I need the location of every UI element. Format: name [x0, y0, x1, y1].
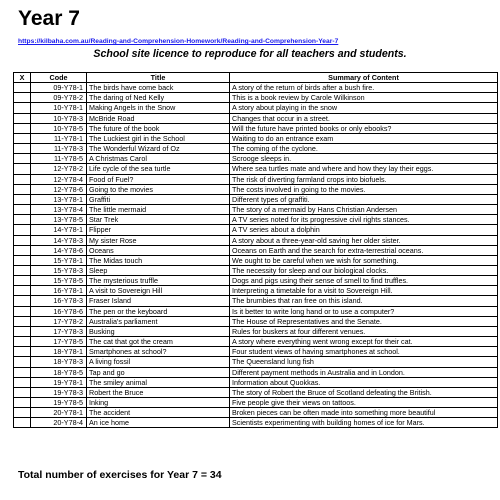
page-title: Year 7 [18, 7, 80, 30]
table-row [14, 164, 498, 174]
cell-x[interactable] [14, 326, 31, 336]
cell-title: The Wonderful Wizard of Oz [87, 144, 230, 154]
table-row [14, 235, 498, 245]
cell-code: 10-Y78-3 [31, 113, 87, 123]
table-row [14, 337, 498, 347]
cell-title: The cat that got the cream [87, 337, 230, 347]
cell-code: 15-Y78-1 [31, 255, 87, 265]
cell-code: 17-Y78-5 [31, 337, 87, 347]
cell-code: 09-Y78-1 [31, 83, 87, 93]
licence-notice: School site licence to reproduce for all teachers and students. [93, 48, 407, 60]
cell-x[interactable] [14, 205, 31, 215]
cell-summary: The coming of the cyclone. [230, 144, 498, 154]
cell-x[interactable] [14, 215, 31, 225]
column-header-x: X [14, 73, 31, 83]
cell-code: 19-Y78-1 [31, 377, 87, 387]
table-row [14, 306, 498, 316]
cell-summary: A story where everything went wrong except for their cat. [230, 337, 498, 347]
table-row [14, 184, 498, 194]
table-row [14, 347, 498, 357]
cell-code: 13-Y78-1 [31, 194, 87, 204]
cell-code: 20-Y78-4 [31, 418, 87, 428]
cell-title: A visit to Sovereign Hill [87, 286, 230, 296]
cell-x[interactable] [14, 93, 31, 103]
cell-title: An ice home [87, 418, 230, 428]
cell-code: 12-Y78-6 [31, 184, 87, 194]
cell-summary: Information about Quokkas. [230, 377, 498, 387]
cell-code: 18-Y78-5 [31, 367, 87, 377]
cell-title: Tap and go [87, 367, 230, 377]
cell-x[interactable] [14, 144, 31, 154]
cell-title: The mysterious truffle [87, 276, 230, 286]
cell-x[interactable] [14, 286, 31, 296]
cell-x[interactable] [14, 174, 31, 184]
cell-summary: Scrooge sleeps in. [230, 154, 498, 164]
cell-title: The little mermaid [87, 205, 230, 215]
cell-title: My sister Rose [87, 235, 230, 245]
cell-code: 16-Y78-6 [31, 306, 87, 316]
table-row [14, 133, 498, 143]
table-row [14, 194, 498, 204]
table-row [14, 83, 498, 93]
cell-summary: Is it better to write long hand or to use a computer? [230, 306, 498, 316]
cell-x[interactable] [14, 83, 31, 93]
cell-x[interactable] [14, 408, 31, 418]
cell-title: The smiley animal [87, 377, 230, 387]
cell-x[interactable] [14, 113, 31, 123]
cell-summary: Different payment methods in Australia and in London. [230, 367, 498, 377]
cell-code: 14-Y78-1 [31, 225, 87, 235]
table-row [14, 123, 498, 133]
cell-x[interactable] [14, 357, 31, 367]
cell-code: 10-Y78-1 [31, 103, 87, 113]
cell-code: 15-Y78-3 [31, 265, 87, 275]
cell-title: The birds have come back [87, 83, 230, 93]
table-row [14, 255, 498, 265]
table-row [14, 93, 498, 103]
table-row [14, 225, 498, 235]
cell-summary: Where sea turtles mate and where and how they lay their eggs. [230, 164, 498, 174]
table-row [14, 326, 498, 336]
table-row [14, 205, 498, 215]
table-row [14, 387, 498, 397]
cell-code: 16-Y78-3 [31, 296, 87, 306]
cell-x[interactable] [14, 398, 31, 408]
cell-code: 18-Y78-1 [31, 347, 87, 357]
cell-title: Graffiti [87, 194, 230, 204]
cell-summary: Waiting to do an entrance exam [230, 133, 498, 143]
cell-summary: A TV series noted for its progressive civil rights stances. [230, 215, 498, 225]
cell-x[interactable] [14, 184, 31, 194]
table-row [14, 398, 498, 408]
cell-title: The Midas touch [87, 255, 230, 265]
cell-code: 15-Y78-5 [31, 276, 87, 286]
table-row [14, 103, 498, 113]
cell-code: 10-Y78-5 [31, 123, 87, 133]
cell-summary: Broken pieces can be often made into something more beautiful [230, 408, 498, 418]
column-header-summary: Summary of Content [230, 73, 498, 83]
cell-title: The accident [87, 408, 230, 418]
cell-summary: A TV series about a dolphin [230, 225, 498, 235]
cell-code: 18-Y78-3 [31, 357, 87, 367]
cell-summary: Four student views of having smartphones at school. [230, 347, 498, 357]
cell-summary: Different types of graffiti. [230, 194, 498, 204]
table-row [14, 215, 498, 225]
table-row [14, 154, 498, 164]
cell-code: 19-Y78-3 [31, 387, 87, 397]
cell-summary: A story about a three-year-old saving her older sister. [230, 235, 498, 245]
cell-x[interactable] [14, 316, 31, 326]
cell-x[interactable] [14, 337, 31, 347]
cell-summary: Oceans on Earth and the search for extra-terrestrial oceans. [230, 245, 498, 255]
cell-code: 20-Y78-1 [31, 408, 87, 418]
cell-summary: A story about playing in the snow [230, 103, 498, 113]
cell-x[interactable] [14, 133, 31, 143]
cell-summary: A story of the return of birds after a bush fire. [230, 83, 498, 93]
table-row [14, 357, 498, 367]
cell-summary: Interpreting a timetable for a visit to Sovereign Hill. [230, 286, 498, 296]
cell-summary: Dogs and pigs using their sense of smell to find truffles. [230, 276, 498, 286]
cell-x[interactable] [14, 296, 31, 306]
table-row [14, 276, 498, 286]
cell-code: 13-Y78-4 [31, 205, 87, 215]
cell-title: Making Angels in the Snow [87, 103, 230, 113]
cell-code: 19-Y78-5 [31, 398, 87, 408]
cell-summary: Rules for buskers at four different venues. [230, 326, 498, 336]
cell-summary: We ought to be careful when we wish for something. [230, 255, 498, 265]
cell-code: 14-Y78-6 [31, 245, 87, 255]
cell-summary: The brumbies that ran free on this island. [230, 296, 498, 306]
cell-code: 13-Y78-5 [31, 215, 87, 225]
cell-code: 11-Y78-5 [31, 154, 87, 164]
cell-code: 12-Y78-2 [31, 164, 87, 174]
cell-title: A Christmas Carol [87, 154, 230, 164]
cell-x[interactable] [14, 347, 31, 357]
cell-title: Smartphones at school? [87, 347, 230, 357]
cell-title: Busking [87, 326, 230, 336]
cell-x[interactable] [14, 276, 31, 286]
cell-x[interactable] [14, 123, 31, 133]
cell-title: The pen or the keyboard [87, 306, 230, 316]
cell-code: 12-Y78-4 [31, 174, 87, 184]
cell-x[interactable] [14, 154, 31, 164]
cell-title: Going to the movies [87, 184, 230, 194]
cell-title: Sleep [87, 265, 230, 275]
cell-title: Flipper [87, 225, 230, 235]
cell-summary: Will the future have printed books or only ebooks? [230, 123, 498, 133]
table-row [14, 174, 498, 184]
cell-summary: Changes that occur in a street. [230, 113, 498, 123]
table-row [14, 144, 498, 154]
cell-summary: The Queensland lung fish [230, 357, 498, 367]
cell-title: Inking [87, 398, 230, 408]
cell-x[interactable] [14, 418, 31, 428]
cell-title: A living fossil [87, 357, 230, 367]
table-row [14, 367, 498, 377]
cell-x[interactable] [14, 245, 31, 255]
cell-title: The future of the book [87, 123, 230, 133]
cell-code: 16-Y78-1 [31, 286, 87, 296]
cell-summary: Scientists experimenting with building homes of ice for Mars. [230, 418, 498, 428]
cell-title: The Luckiest girl in the School [87, 133, 230, 143]
table-row [14, 296, 498, 306]
total-exercises: Total number of exercises for Year 7 = 34 [18, 469, 222, 481]
cell-title: Australia's parliament [87, 316, 230, 326]
cell-summary: This is a book review by Carole Wilkinson [230, 93, 498, 103]
table-row [14, 245, 498, 255]
cell-title: Food of Fuel? [87, 174, 230, 184]
cell-x[interactable] [14, 377, 31, 387]
cell-summary: Five people give their views on tattoos. [230, 398, 498, 408]
cell-summary: The risk of diverting farmland crops into biofuels. [230, 174, 498, 184]
cell-title: McBride Road [87, 113, 230, 123]
exercises-table [13, 72, 498, 428]
table-row [14, 113, 498, 123]
table-row [14, 286, 498, 296]
cell-x[interactable] [14, 194, 31, 204]
table-header-row [14, 73, 498, 83]
table-row [14, 377, 498, 387]
cell-code: 14-Y78-3 [31, 235, 87, 245]
cell-x[interactable] [14, 103, 31, 113]
cell-title: Star Trek [87, 215, 230, 225]
cell-code: 17-Y78-3 [31, 326, 87, 336]
cell-title: Life cycle of the sea turtle [87, 164, 230, 174]
table-row [14, 265, 498, 275]
cell-x[interactable] [14, 225, 31, 235]
cell-title: Fraser Island [87, 296, 230, 306]
cell-x[interactable] [14, 306, 31, 316]
cell-x[interactable] [14, 164, 31, 174]
table-row [14, 418, 498, 428]
cell-x[interactable] [14, 387, 31, 397]
cell-summary: The story of a mermaid by Hans Christian Andersen [230, 205, 498, 215]
cell-summary: The House of Representatives and the Senate. [230, 316, 498, 326]
cell-summary: The costs involved in going to the movies. [230, 184, 498, 194]
source-url-link[interactable]: https://kilbaha.com.au/Reading-and-Comprehension-Homework/Reading-and-Comprehension-Year-7 [18, 38, 339, 45]
cell-title: Robert the Bruce [87, 387, 230, 397]
cell-code: 17-Y78-2 [31, 316, 87, 326]
cell-code: 09-Y78-2 [31, 93, 87, 103]
cell-title: The daring of Ned Kelly [87, 93, 230, 103]
cell-summary: The story of Robert the Bruce of Scotland defeating the British. [230, 387, 498, 397]
cell-title: Oceans [87, 245, 230, 255]
cell-summary: The necessity for sleep and our biological clocks. [230, 265, 498, 275]
cell-code: 11-Y78-1 [31, 133, 87, 143]
table-row [14, 408, 498, 418]
cell-x[interactable] [14, 367, 31, 377]
table-row [14, 316, 498, 326]
cell-x[interactable] [14, 255, 31, 265]
cell-x[interactable] [14, 265, 31, 275]
column-header-code: Code [31, 73, 87, 83]
column-header-title: Title [87, 73, 230, 83]
cell-code: 11-Y78-3 [31, 144, 87, 154]
cell-x[interactable] [14, 235, 31, 245]
